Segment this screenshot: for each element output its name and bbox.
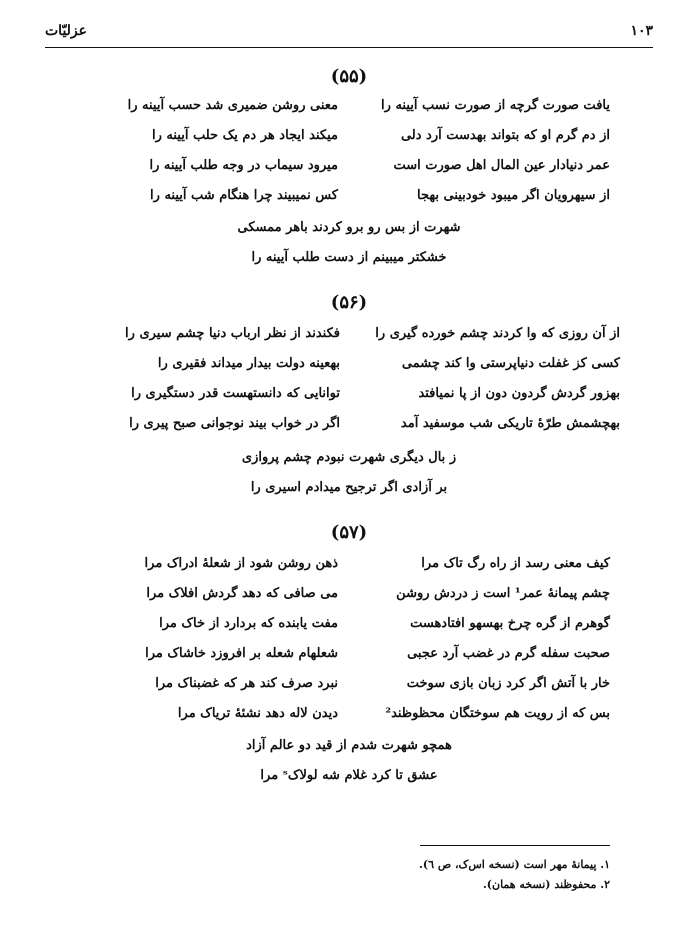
closing-hemistich: بر آزادی اگر ترجیح میدادم اسیری را — [250, 480, 448, 495]
closing-hemistich: خشکتر میبینم از دست طلب آیینه را — [251, 250, 447, 265]
hemistich-right: یافت صورت گرچه از صورت نسب آیینه را — [381, 98, 610, 113]
hemistich-right: از دم گرم او که بتواند بهدست آرد دلی — [400, 128, 610, 143]
hemistich-right: خار با آتش اگر کرد زبان بازی سوخت — [406, 676, 610, 691]
hemistich-left: دیدن لاله دهد نشئۀ تریاک مرا — [177, 706, 338, 721]
hemistich-right: بهچشمش طرّۀ تاریکی شب موسفید آمد — [400, 416, 620, 431]
hemistich-right: بهزور گردش گردون دون از پا نمیافتد — [418, 386, 620, 401]
hemistich-left: شعلهام شعله بر افروزد خاشاک مرا — [145, 646, 338, 661]
hemistich-left: نبرد صرف کند هر که غضبناک مرا — [155, 676, 338, 691]
footnote-rule — [420, 845, 610, 846]
closing-hemistich: عشق تا کرد غلام شه لولاکˢ مرا — [260, 768, 438, 783]
hemistich-right: کسی کز غفلت دنیاپرستی وا کند چشمی — [401, 356, 620, 371]
section-title: عزلیّات — [45, 23, 88, 39]
closing-hemistich: ز بال دیگری شهرت نبودم چشم پروازی — [241, 450, 457, 465]
poem-title: (۵۵) — [330, 66, 368, 87]
hemistich-right: عمر دنیادار عین المال اهل صورت است — [393, 158, 610, 173]
hemistich-left: میکند ایجاد هر دم یک حلب آیینه را — [151, 128, 338, 143]
header-rule — [45, 47, 653, 48]
hemistich-left: میرود سیماب در وجه طلب آیینه را — [149, 158, 338, 173]
hemistich-left: کس نمیبیند چرا هنگام شب آیینه را — [150, 188, 338, 203]
hemistich-left: می صافی که دهد گردش افلاک مرا — [146, 586, 338, 601]
hemistich-left: معنی روشن ضمیری شد حسب آیینه را — [127, 98, 338, 113]
hemistich-right: گوهرم از گره چرخ بهسهو افتادهست — [410, 616, 610, 631]
closing-hemistich: شهرت از بس رو برو کردند باهر ممسکی — [237, 220, 461, 235]
hemistich-left: اگر در خواب بیند نوجوانی صبح پیری را — [129, 416, 340, 431]
hemistich-right: از سیهرویان اگر میبود خودبینی بهجا — [417, 188, 610, 203]
hemistich-left: توانایی که دانستهست قدر دستگیری را — [131, 386, 340, 401]
hemistich-right: صحبت سفله گرم در غضب آرد عجبی — [407, 646, 610, 661]
hemistich-right: چشم پیمانۀ عمر¹ است ز دردش روشن — [396, 586, 610, 601]
hemistich-right: از آن روزی که وا کردند چشم خورده گیری را — [375, 326, 620, 341]
page-number: ۱۰۳ — [630, 23, 653, 39]
hemistich-left: بهعینه دولت بیدار میداند فقیری را — [157, 356, 340, 371]
page-header — [45, 20, 653, 42]
hemistich-right: کیف معنی رسد از راه رگ تاک مرا — [421, 556, 610, 571]
footnote: ۲. محفوظند (نسخه همان). — [482, 878, 610, 891]
closing-hemistich: همچو شهرت شدم از قید دو عالم آزاد — [246, 738, 452, 753]
poem-title: (۵۷) — [330, 522, 368, 543]
footnote: ۱. پیمانۀ مهر است (نسخه اس‌ک، ص ٦). — [419, 858, 610, 871]
poem-title: (۵۶) — [330, 292, 368, 313]
hemistich-left: مفت یابنده که بردارد از خاک مرا — [159, 616, 338, 631]
hemistich-right: بس که از رویت هم سوختگان محظوظند² — [385, 706, 610, 721]
hemistich-left: ذهن روشن شود از شعلۀ ادراک مرا — [144, 556, 338, 571]
hemistich-left: فکندند از نظر ارباب دنیا چشم سیری را — [125, 326, 340, 341]
